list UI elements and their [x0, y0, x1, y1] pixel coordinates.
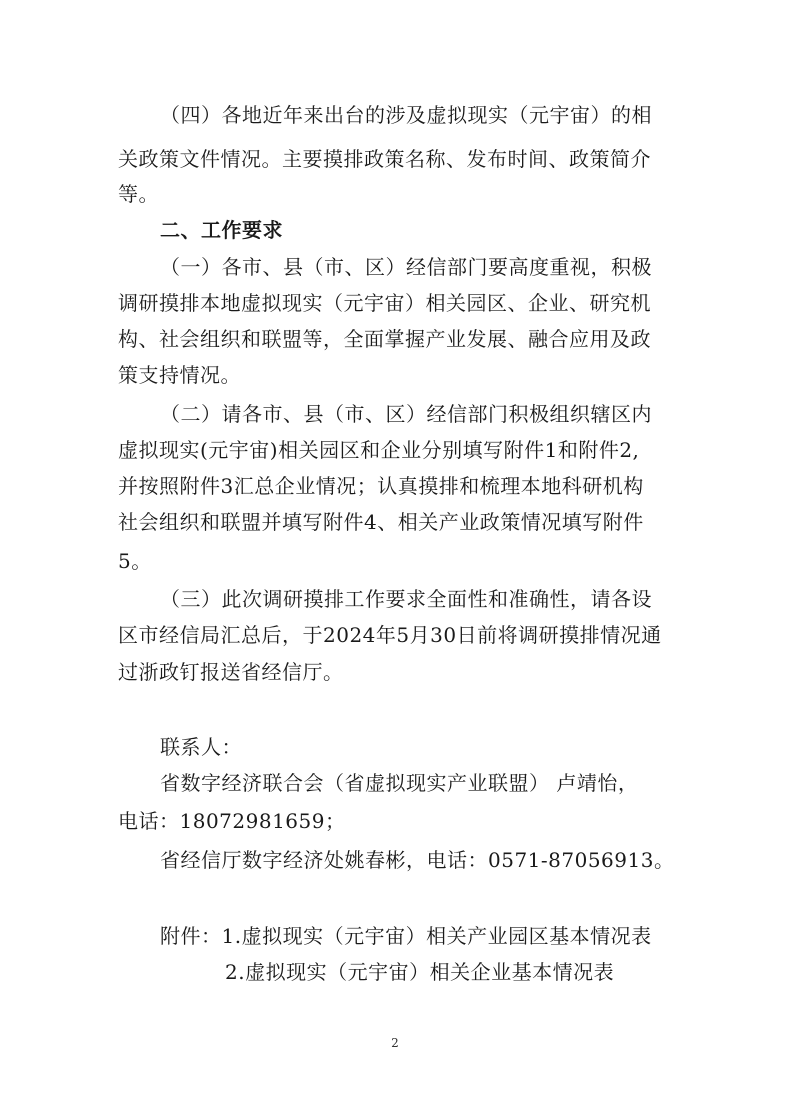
req1-line4: 策支持情况。	[118, 363, 241, 387]
section4-line3: 等。	[118, 182, 159, 206]
req2-line5: 5。	[118, 549, 152, 573]
section-heading-requirements: 二、工作要求	[160, 218, 283, 242]
contact-line3: 省经信厅数字经济处姚春彬，电话：0571-87056913。	[160, 848, 675, 872]
attachment-item-1: 附件：1.虚拟现实（元宇宙）相关产业园区基本情况表	[160, 924, 652, 948]
page-number: 2	[391, 1036, 399, 1050]
req1-line3: 构、社会组织和联盟等，全面掌握产业发展、融合应用及政	[118, 327, 651, 351]
attachment-item-2: 2.虚拟现实（元宇宙）相关企业基本情况表	[225, 960, 615, 984]
req2-line1: （二）请各市、县（市、区）经信部门积极组织辖区内	[160, 402, 652, 426]
req3-line1: （三）此次调研摸排工作要求全面性和准确性，请各设	[160, 587, 652, 611]
req1-line1: （一）各市、县（市、区）经信部门要高度重视，积极	[160, 255, 652, 279]
req3-line3: 过浙政钉报送省经信厅。	[118, 660, 344, 684]
contact-phone: 电话：18072981659；	[118, 809, 346, 833]
req2-line2: 虚拟现实(元宇宙)相关园区和企业分别填写附件1和附件2,	[118, 438, 640, 462]
req2-line3: 并按照附件3汇总企业情况；认真摸排和梳理本地科研机构	[118, 474, 644, 498]
req2-line4: 社会组织和联盟并填写附件4、相关产业政策情况填写附件	[118, 510, 644, 534]
section4-line1: （四）各地近年来出台的涉及虚拟现实（元宇宙）的相	[160, 103, 652, 127]
req3-line2: 区市经信局汇总后，于2024年5月30日前将调研摸排情况通	[118, 623, 662, 647]
req1-line2: 调研摸排本地虚拟现实（元宇宙）相关园区、企业、研究机	[118, 291, 651, 315]
contact-label: 联系人：	[160, 735, 242, 759]
section4-line2: 关政策文件情况。主要摸排政策名称、发布时间、政策简介	[118, 147, 651, 171]
contact-line1: 省数字经济联合会（省虚拟现实产业联盟） 卢靖怡，	[160, 771, 639, 795]
